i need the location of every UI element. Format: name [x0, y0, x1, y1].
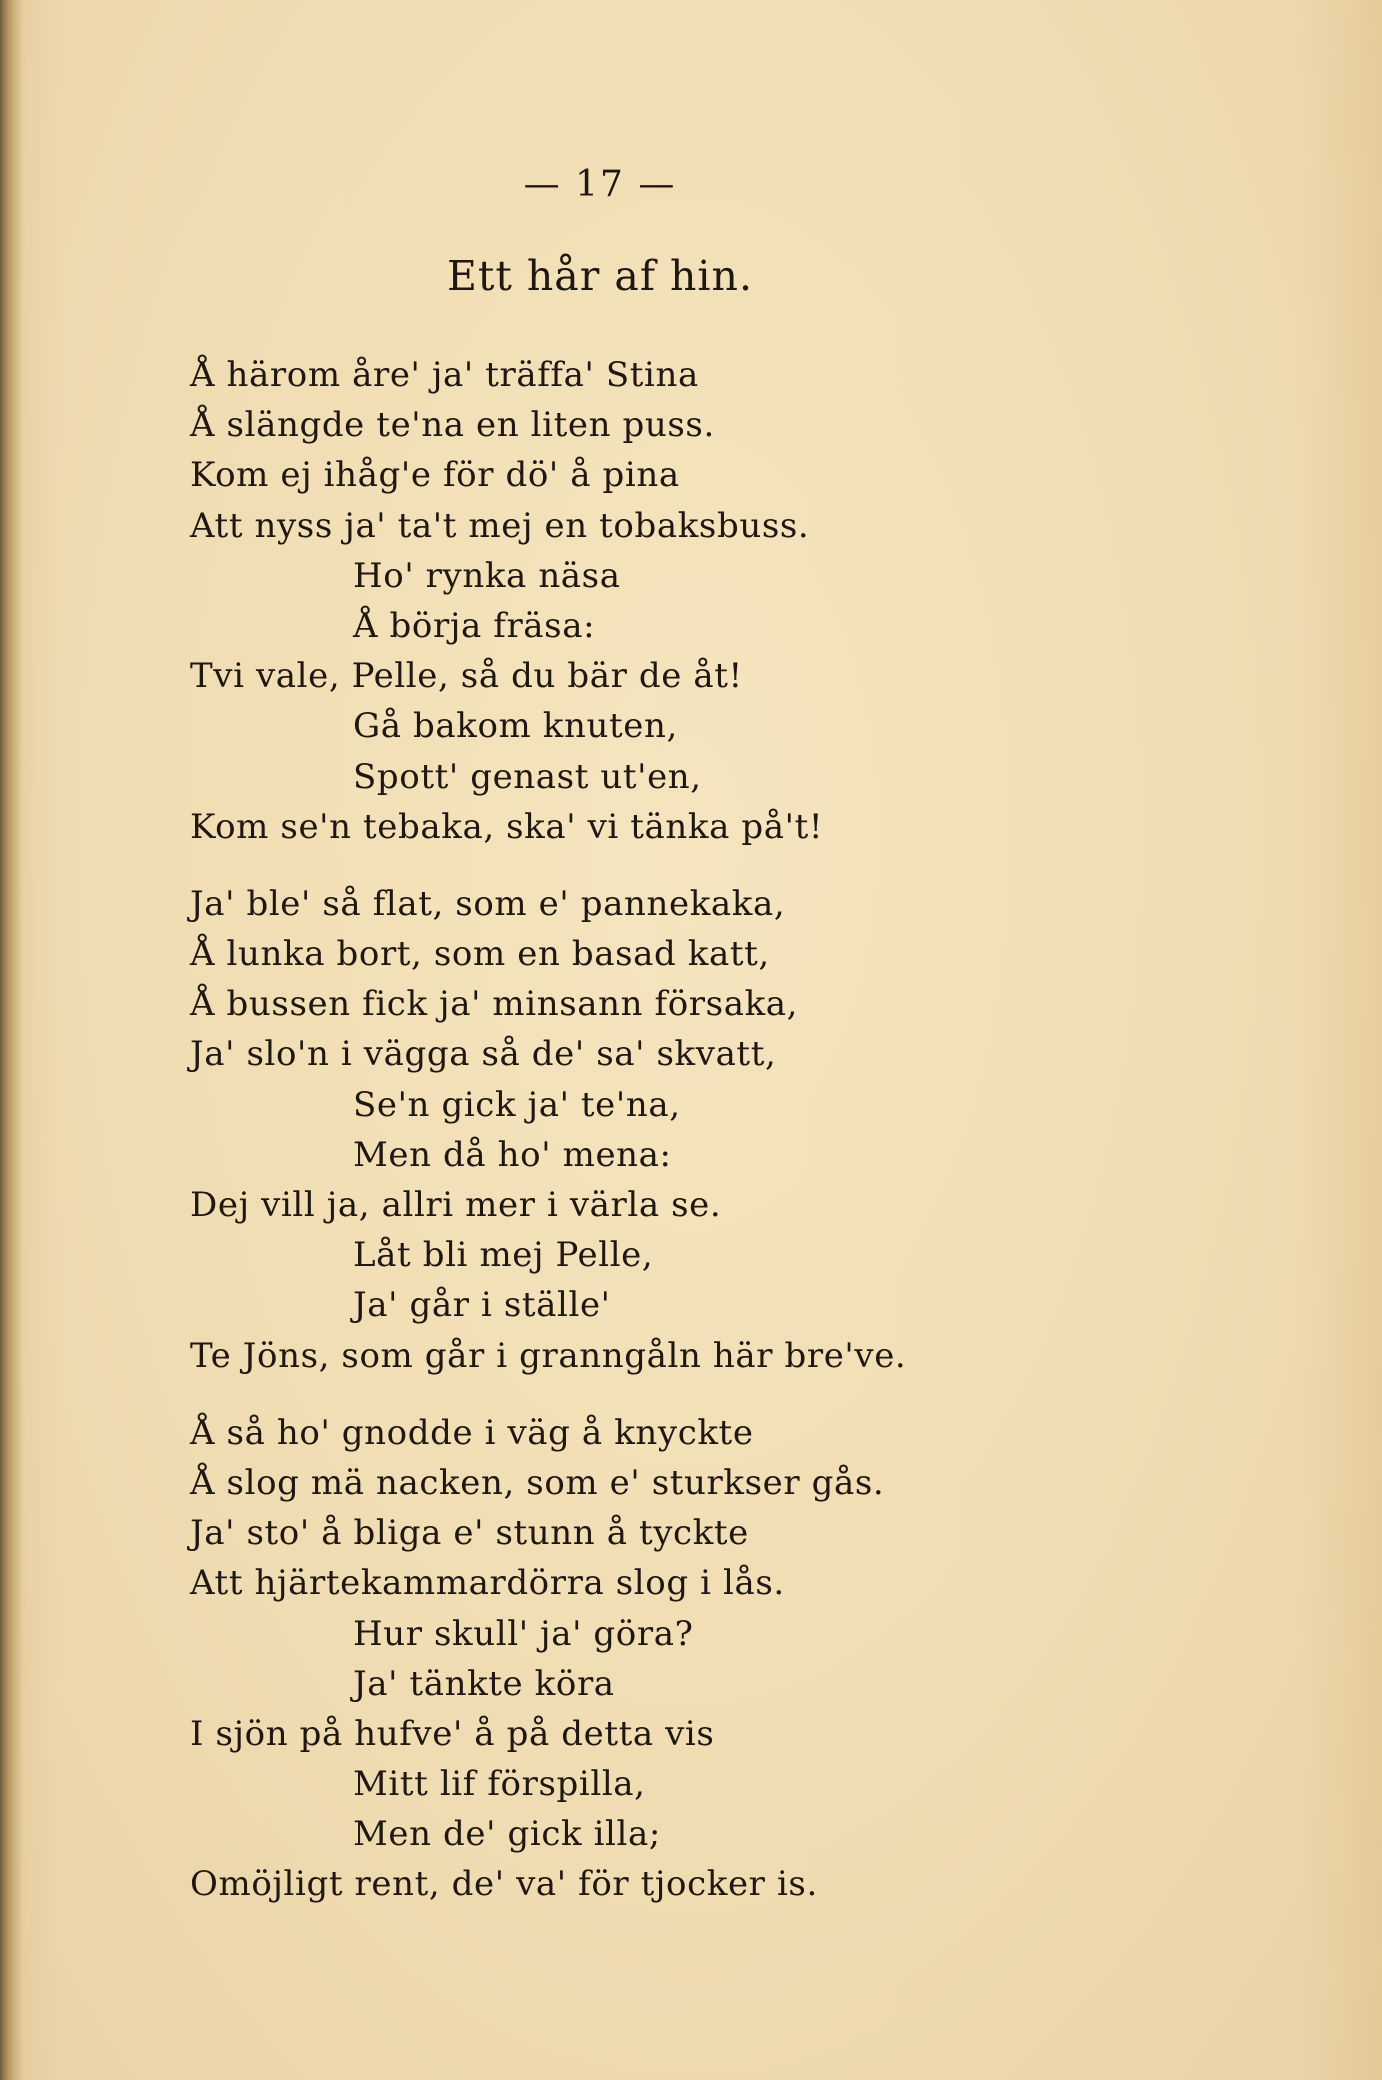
verse-line: Men de' gick illa; — [353, 1814, 661, 1855]
verse-line: Å lunka bort, som en basad katt, — [190, 934, 770, 975]
verse-line: Å så ho' gnodde i väg å knyckte — [190, 1412, 754, 1453]
verse-line: Kom ej ihåg'e för dö' å pina — [190, 455, 680, 496]
verse-line: Ja' sto' å bliga e' stunn å tyckte — [190, 1513, 749, 1554]
verse-line: Se'n gick ja' te'na, — [353, 1084, 681, 1125]
verse-line: Dej vill ja, allri mer i värla se. — [190, 1185, 722, 1225]
verse-line: Omöjligt rent, de' va' för tjocker is. — [190, 1864, 818, 1905]
verse-line: Ja' går i ställe' — [353, 1285, 611, 1326]
verse-line: Å härom åre' ja' träffa' Stina — [190, 355, 699, 395]
verse-line: Ja' slo'n i vägga så de' sa' skvatt, — [190, 1034, 777, 1075]
stanza-2 — [190, 879, 1290, 1381]
stanza-1 — [190, 350, 1290, 852]
stanza-3 — [190, 1408, 1290, 1910]
verse-line: Ho' rynka näsa — [353, 555, 621, 596]
verse-line: Hur skull' ja' göra? — [353, 1613, 694, 1654]
verse-line: Låt bli mej Pelle, — [353, 1235, 654, 1276]
verse-line: Men då ho' mena: — [353, 1134, 672, 1175]
poem-title: Ett hår af hin. — [446, 252, 753, 300]
poem-body — [190, 350, 1290, 1937]
verse-line: Att nyss ja' ta't mej en tobaksbuss. — [190, 505, 810, 546]
page-number: — 17 — — [523, 164, 677, 205]
verse-line: Kom se'n tebaka, ska' vi tänka på't! — [190, 806, 824, 847]
verse-line: Å bussen fick ja' minsann försaka, — [190, 984, 799, 1025]
verse-line: Å börja fräsa: — [353, 605, 596, 646]
verse-line: Å slängde te'na en liten puss. — [190, 405, 715, 446]
verse-line: Mitt lif förspilla, — [353, 1764, 646, 1805]
book-spine-shadow — [0, 0, 22, 2080]
verse-line: Gå bakom knuten, — [353, 706, 678, 747]
verse-line: Ja' tänkte köra — [353, 1663, 615, 1704]
verse-line: Te Jöns, som går i granngåln här bre've. — [190, 1335, 907, 1376]
verse-line: Att hjärtekammardörra slog i lås. — [190, 1563, 785, 1604]
verse-line: Tvi vale, Pelle, så du bär de åt! — [190, 656, 743, 697]
verse-line: Spott' genast ut'en, — [353, 756, 702, 797]
verse-line: Å slog mä nacken, som e' sturkser gås. — [190, 1462, 885, 1503]
verse-line: I sjön på hufve' å på detta vis — [190, 1713, 715, 1754]
verse-line: Ja' ble' så flat, som e' pannekaka, — [190, 883, 786, 924]
